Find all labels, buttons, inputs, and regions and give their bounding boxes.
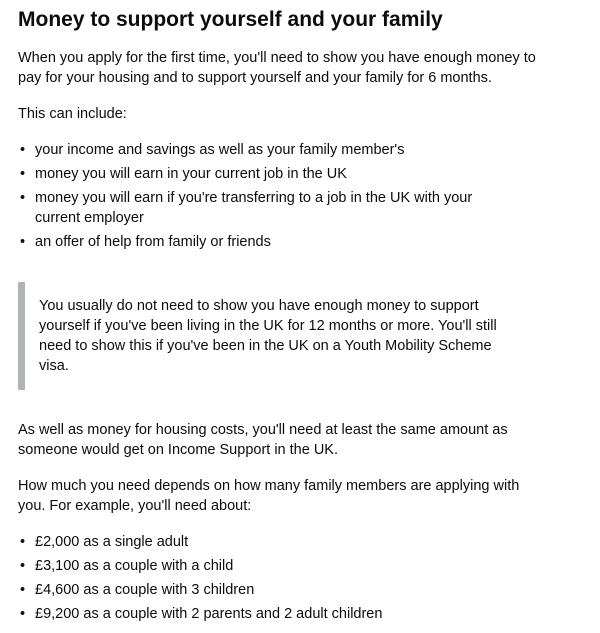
bullet-icon: • — [20, 534, 26, 550]
bullet-icon: • — [20, 234, 26, 250]
list-item-text: money you will earn in your current job in the UK — [35, 166, 347, 182]
list-item — [18, 580, 515, 600]
section-heading: Money to support yourself and your family — [18, 8, 443, 31]
bullet-icon: • — [20, 190, 26, 206]
bullet-icon: • — [20, 558, 26, 574]
list-item — [18, 140, 515, 160]
list-item — [18, 556, 515, 576]
list-item-text: an offer of help from family or friends — [35, 234, 271, 250]
intro-paragraph: When you apply for the first time, you'll need to show you have enough money to pay for your housing and to support yourself and your family for 6 months. — [18, 50, 536, 86]
bullet-icon: • — [20, 606, 26, 622]
list-item — [18, 164, 515, 184]
inset-text: You usually do not need to show you have enough money to support yourself if you've been living in the UK for 12 months or more. You'll still need to show this if you've been in the UK on a Youth Mobility Scheme visa. — [39, 298, 497, 374]
housing-paragraph: As well as money for housing costs, you'll need at least the same amount as someone would get on Income Support in the UK. — [18, 422, 508, 458]
list-item-text: £9,200 as a couple with 2 parents and 2 adult children — [35, 606, 383, 622]
list-item-text: money you will earn if you're transferring to a job in the UK with your current employer — [35, 190, 473, 226]
list-item — [18, 232, 515, 252]
bullet-icon: • — [20, 582, 26, 598]
list-item — [18, 188, 515, 228]
list-item — [18, 532, 515, 552]
include-list — [18, 140, 600, 252]
bullet-icon: • — [20, 142, 26, 158]
inset-text-box — [18, 282, 555, 390]
bullet-icon: • — [20, 166, 26, 182]
list-item-text: your income and savings as well as your family member's — [35, 142, 405, 158]
include-label: This can include: — [18, 106, 127, 122]
amount-list — [18, 532, 600, 624]
list-item — [18, 604, 515, 624]
amount-intro-paragraph: How much you need depends on how many family members are applying with you. For example, you'll need about: — [18, 478, 520, 514]
list-item-text: £3,100 as a couple with a child — [35, 558, 234, 574]
list-item-text: £2,000 as a single adult — [35, 534, 189, 550]
list-item-text: £4,600 as a couple with 3 children — [35, 582, 255, 598]
